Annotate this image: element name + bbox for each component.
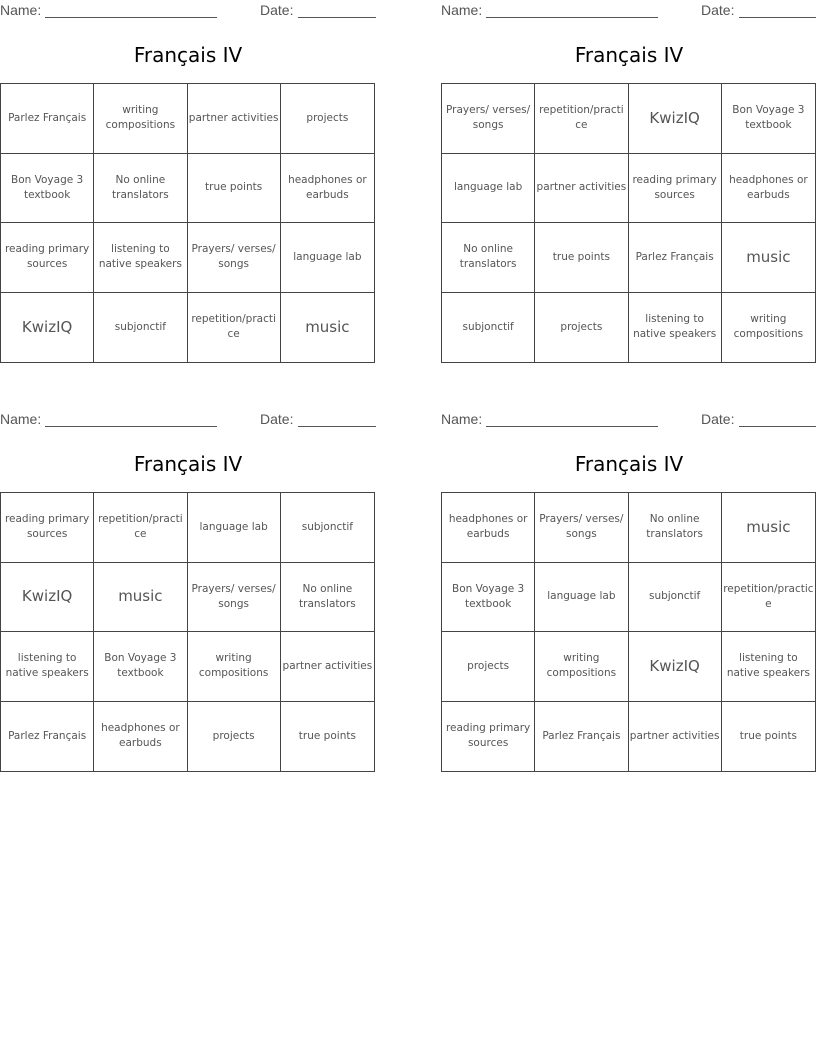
bingo-cell[interactable]: subjonctif [281,493,374,563]
bingo-cell[interactable]: listening to native speakers [1,632,94,702]
bingo-cell[interactable]: Prayers/ verses/ songs [535,493,628,563]
bingo-cell[interactable]: music [722,223,815,293]
card-title: Français IV [133,452,243,476]
name-blank[interactable] [45,17,217,18]
bingo-cell[interactable]: language lab [188,493,281,563]
bingo-cell[interactable]: repetition/practice [94,493,187,563]
bingo-cell[interactable]: writing compositions [733,313,804,341]
bingo-cell[interactable]: Parlez Français [629,223,722,293]
name-date-line [0,409,376,431]
bingo-cell[interactable]: projects [442,632,535,702]
name-blank[interactable] [486,17,658,18]
bingo-cell[interactable]: language lab [442,154,535,224]
bingo-cell[interactable]: Parlez Français [1,84,94,154]
bingo-cell[interactable]: headphones or earbuds [442,493,535,563]
bingo-cell[interactable]: Bon Voyage 3 textbook [442,563,535,633]
bingo-cell[interactable]: Prayers/ verses/ songs [442,84,535,154]
bingo-cell[interactable]: listening to native speakers [722,632,815,702]
date-label: Date: [260,2,294,18]
name-label: Name: [441,411,483,427]
bingo-cell[interactable]: reading primary sources [442,702,535,772]
bingo-cell[interactable]: KwizIQ [629,632,722,702]
bingo-cell[interactable]: Parlez Français [1,702,94,772]
bingo-cell[interactable]: No online translators [281,563,374,633]
name-date-line [441,409,816,431]
bingo-cell[interactable]: Parlez Français [535,702,628,772]
name-date-line [0,0,376,22]
bingo-cell[interactable]: listening to native speakers [629,293,722,363]
date-blank[interactable] [298,17,376,18]
bingo-cell[interactable]: music [305,317,350,336]
name-blank[interactable] [45,426,217,427]
bingo-cell[interactable]: repetition/practice [535,84,628,154]
bingo-cell[interactable]: repetition/practice [188,293,281,363]
bingo-cell[interactable]: listening to native speakers [94,223,187,293]
bingo-cell[interactable]: projects [188,702,281,772]
bingo-cell[interactable]: subjonctif [94,293,187,363]
bingo-cell[interactable]: Prayers/ verses/ songs [188,563,281,633]
bingo-cell[interactable]: KwizIQ [629,84,722,154]
bingo-cell[interactable]: partner activities [629,702,722,772]
bingo-cell[interactable]: writing compositions [94,84,187,154]
bingo-cell[interactable]: language lab [281,223,374,293]
bingo-cell[interactable]: true points [188,154,281,224]
name-label: Name: [0,411,42,427]
bingo-cell[interactable]: No online translators [629,493,722,563]
bingo-cell[interactable]: writing compositions [535,632,628,702]
name-label: Name: [0,2,42,18]
bingo-grid [0,492,375,772]
bingo-cell[interactable]: music [94,563,187,633]
date-blank[interactable] [739,426,816,427]
bingo-cell[interactable]: reading primary sources [1,493,94,563]
bingo-cell[interactable]: reading primary sources [629,154,722,224]
date-label: Date: [701,411,735,427]
date-label: Date: [260,411,294,427]
bingo-cell[interactable]: true points [739,729,797,742]
card-title: Français IV [133,43,243,67]
name-date-line [441,0,816,22]
bingo-cell[interactable]: Bon Voyage 3 textbook [1,154,94,224]
bingo-cell[interactable]: No online translators [442,223,535,293]
bingo-cell[interactable]: No online translators [94,154,187,224]
bingo-cell[interactable]: projects [535,293,628,363]
bingo-cell[interactable]: partner activities [188,84,281,154]
bingo-cell[interactable]: repetition/practice [722,563,815,633]
bingo-cell[interactable]: partner activities [281,632,374,702]
bingo-cell[interactable]: writing compositions [188,632,281,702]
bingo-cell[interactable]: reading primary sources [1,223,94,293]
bingo-cell[interactable]: subjonctif [442,293,535,363]
bingo-cell[interactable]: language lab [535,563,628,633]
card-title: Français IV [574,43,684,67]
bingo-cell[interactable]: Bon Voyage 3 textbook [94,632,187,702]
bingo-cell[interactable]: true points [535,223,628,293]
date-label: Date: [701,2,735,18]
bingo-grid [441,83,816,363]
bingo-cell[interactable]: subjonctif [629,563,722,633]
bingo-cell[interactable]: headphones or earbuds [281,154,374,224]
bingo-cell[interactable]: headphones or earbuds [94,702,187,772]
bingo-cell[interactable]: partner activities [535,154,628,224]
bingo-grid [0,83,375,363]
bingo-cell[interactable]: Prayers/ verses/ songs [188,223,281,293]
bingo-cell[interactable]: true points [298,729,356,742]
bingo-grid [441,492,816,772]
bingo-cell[interactable]: KwizIQ [1,293,94,363]
name-blank[interactable] [486,426,658,427]
card-title: Français IV [574,452,684,476]
bingo-cell[interactable]: projects [281,84,374,154]
bingo-cell[interactable]: music [722,493,815,563]
bingo-cell[interactable]: Bon Voyage 3 textbook [722,84,815,154]
bingo-cell[interactable]: headphones or earbuds [722,154,815,224]
date-blank[interactable] [739,17,816,18]
name-label: Name: [441,2,483,18]
date-blank[interactable] [298,426,376,427]
bingo-cell[interactable]: KwizIQ [1,563,94,633]
